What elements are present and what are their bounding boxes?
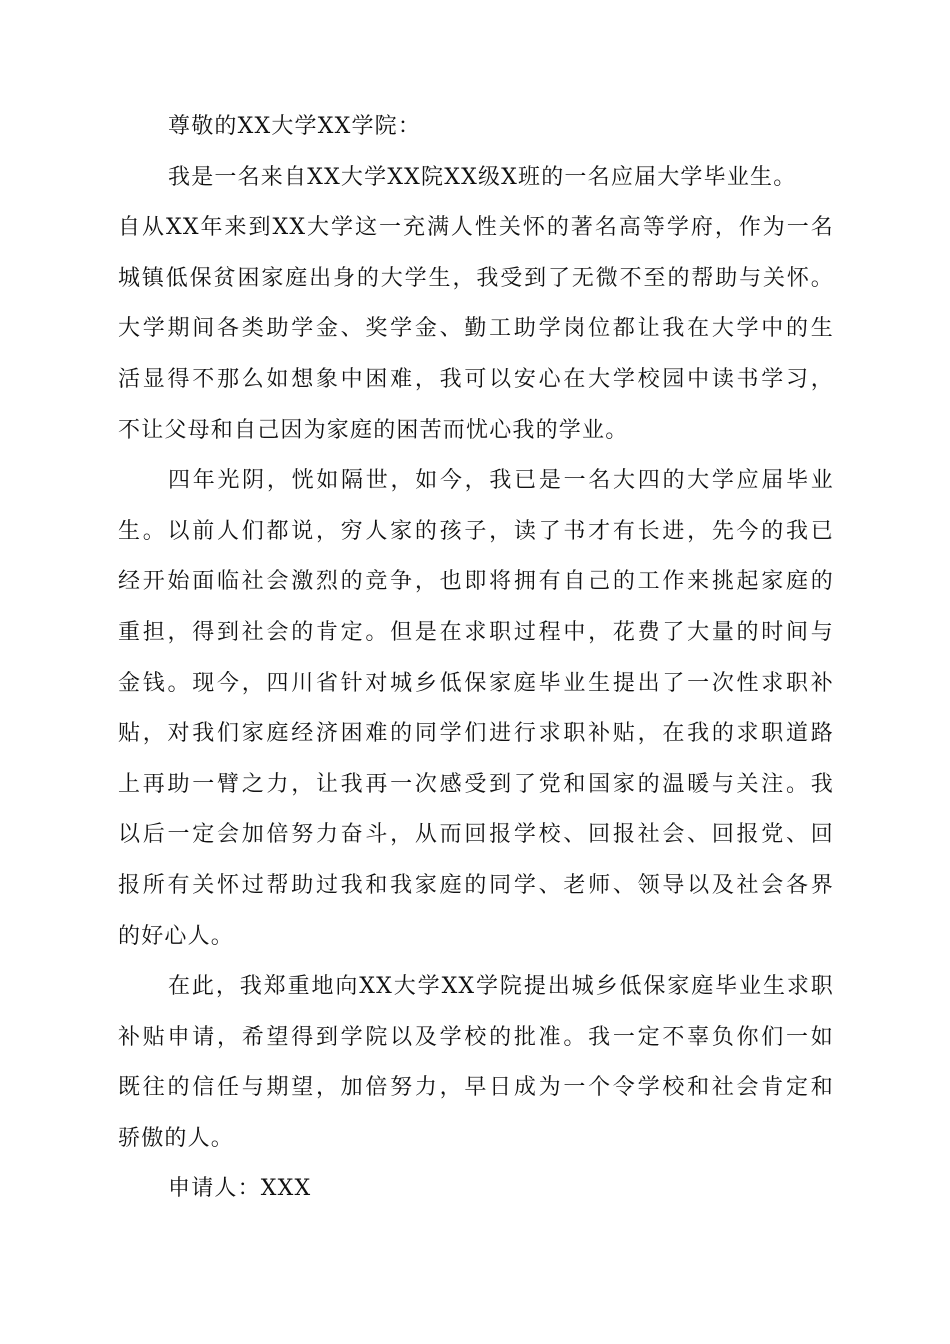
paragraph-line: 不让父母和自己因为家庭的困苦而忧心我的学业。 (118, 417, 629, 443)
paragraph-line: 以后一定会加倍努力奋斗，从而回报学校、回报社会、回报党、回 (118, 822, 834, 848)
paragraph-line: 贴，对我们家庭经济困难的同学们进行求职补贴，在我的求职道路 (118, 721, 834, 747)
letter-body (118, 102, 834, 1215)
paragraph-line: 自从XX年来到XX大学这一充满人性关怀的著名高等学府，作为一名 (118, 215, 834, 241)
signature: 申请人：XXX (168, 1176, 312, 1202)
paragraph-line: 重担，得到社会的肯定。但是在求职过程中，花费了大量的时间与 (118, 619, 834, 645)
paragraph-line: 生。以前人们都说，穷人家的孩子，读了书才有长进，先今的我已 (118, 518, 834, 544)
paragraph-line: 上再助一臂之力，让我再一次感受到了党和国家的温暖与关注。我 (118, 771, 834, 797)
paragraph-line: 金钱。现今，四川省针对城乡低保家庭毕业生提出了一次性求职补 (118, 670, 834, 696)
paragraph-line: 城镇低保贫困家庭出身的大学生，我受到了无微不至的帮助与关怀。 (118, 265, 834, 291)
paragraph-line: 报所有关怀过帮助过我和我家庭的同学、老师、领导以及社会各界 (118, 872, 834, 898)
paragraph-2 (118, 456, 834, 962)
paragraph-line: 骄傲的人。 (118, 1125, 235, 1151)
paragraph-line: 补贴申请，希望得到学院以及学校的批准。我一定不辜负你们一如 (118, 1024, 834, 1050)
paragraph-line: 经开始面临社会激烈的竞争，也即将拥有自己的工作来挑起家庭的 (118, 569, 834, 595)
paragraph-line: 大学期间各类助学金、奖学金、勤工助学岗位都让我在大学中的生 (118, 316, 834, 342)
salutation: 尊敬的XX大学XX学院： (168, 114, 422, 139)
paragraph-3 (118, 962, 834, 1164)
paragraph-line: 四年光阴，恍如隔世，如今，我已是一名大四的大学应届毕业 (168, 468, 834, 494)
paragraph-line: 我是一名来自XX大学XX院XX级X班的一名应届大学毕业生。 (168, 164, 797, 190)
paragraph-line: 活显得不那么如想象中困难，我可以安心在大学校园中读书学习， (118, 366, 834, 392)
paragraph-line: 的好心人。 (118, 923, 235, 949)
paragraph-line: 既往的信任与期望，加倍努力，早日成为一个令学校和社会肯定和 (118, 1075, 834, 1101)
paragraph-line: 在此，我郑重地向XX大学XX学院提出城乡低保家庭毕业生求职 (168, 974, 834, 1000)
paragraph-1 (118, 153, 834, 457)
